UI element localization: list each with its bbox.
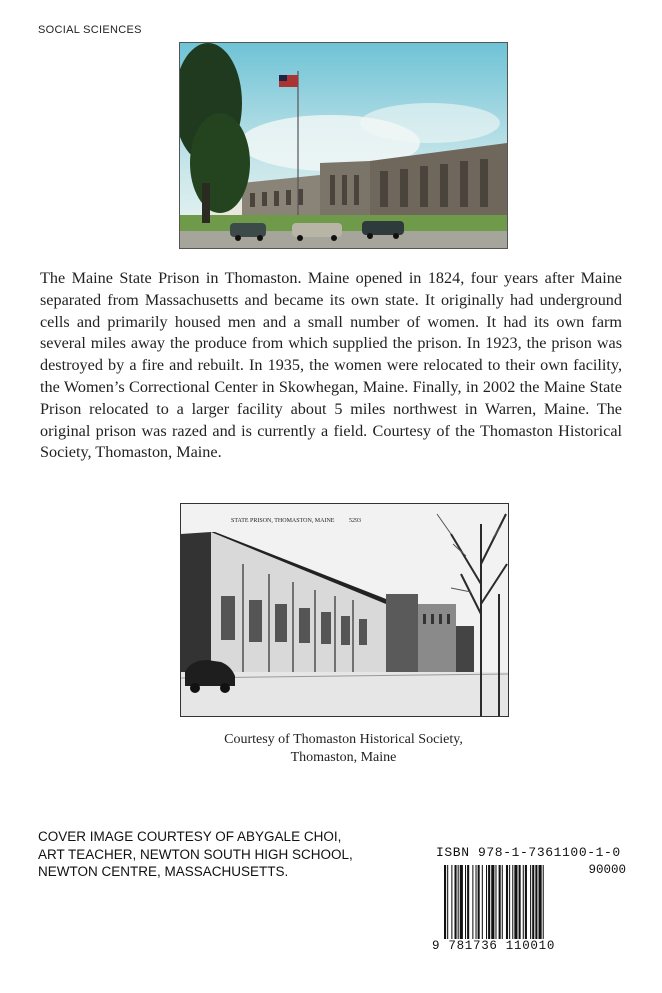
- barcode-bar: [482, 865, 483, 939]
- cover-credit: [38, 828, 398, 881]
- barcode-bar: [539, 865, 542, 939]
- barcode-bar: [472, 865, 473, 939]
- barcode-bar: [525, 865, 527, 939]
- photo-plate-number: 5293: [349, 518, 361, 524]
- photo-sign-text: STATE PRISON, THOMASTON, MAINE: [231, 518, 335, 524]
- barcode-bar: [530, 865, 531, 939]
- barcode-bar: [460, 865, 463, 939]
- barcode-bar: [543, 865, 544, 939]
- photo-caption: [180, 731, 507, 767]
- barcode-bar: [512, 865, 513, 939]
- barcode-bar: [519, 865, 521, 939]
- barcode-bar: [506, 865, 508, 939]
- barcode-bar: [488, 865, 490, 939]
- barcode-bar: [465, 865, 466, 939]
- barcode-bar: [467, 865, 469, 939]
- barcode-bars: [444, 865, 624, 941]
- ean-number: 9 781736 110010: [432, 939, 556, 953]
- barcode-bar: [486, 865, 487, 939]
- barcode-bar: [532, 865, 534, 939]
- body-paragraph: The Maine State Prison in Thomaston. Maine opened in 1824, four years after Maine separated from Massachusetts and became its own state. It originally had underground cells and primarily housed men and a small number of women. It had its own farm several miles away the produce from which supplied the prison. In 1923, the prison was destroyed by a fire and rebuilt. In 1935, the women were relocated to their own facility, the Women’s Correctional Center in Skowhegan, Maine. Finally, in 2002 the Maine State Prison relocated to a larger facility about 5 miles northwest in Warren, Maine. The original prison was razed and is currently a field. Courtesy of the Thomaston Historical Society, Thomaston, Maine.: [40, 269, 622, 462]
- category-label: SOCIAL SCIENCES: [38, 24, 142, 36]
- barcode-bar: [455, 865, 457, 939]
- barcode-bar: [444, 865, 446, 939]
- barcode-bar: [514, 865, 517, 939]
- barcode-bar: [495, 865, 496, 939]
- barcode-bar: [499, 865, 501, 939]
- barcode-bar: [458, 865, 459, 939]
- credit-line-1: COVER IMAGE COURTESY OF ABYGALE CHOI,: [38, 829, 342, 844]
- barcode-bar: [509, 865, 510, 939]
- barcode-bar: [535, 865, 537, 939]
- caption-line-2: Thomaston, Maine: [290, 750, 397, 765]
- barcode-bar: [447, 865, 448, 939]
- barcode-bar: [523, 865, 524, 939]
- price-code: 90000: [588, 863, 626, 877]
- barcode-bar: [476, 865, 477, 939]
- prison-color-photo: [179, 42, 508, 249]
- isbn-text: ISBN 978-1-7361100-1-0: [436, 845, 621, 860]
- barcode-bar: [491, 865, 494, 939]
- isbn-barcode: [432, 845, 628, 969]
- barcode-bar: [502, 865, 503, 939]
- barcode-bar: [451, 865, 452, 939]
- credit-line-2: ART TEACHER, NEWTON SOUTH HIGH SCHOOL,: [38, 846, 353, 862]
- credit-line-3: NEWTON CENTRE, MASSACHUSETTS.: [38, 864, 289, 879]
- caption-line-1: Courtesy of Thomaston Historical Society,: [224, 732, 463, 747]
- prison-bw-photo: [180, 503, 509, 717]
- barcode-bar: [478, 865, 480, 939]
